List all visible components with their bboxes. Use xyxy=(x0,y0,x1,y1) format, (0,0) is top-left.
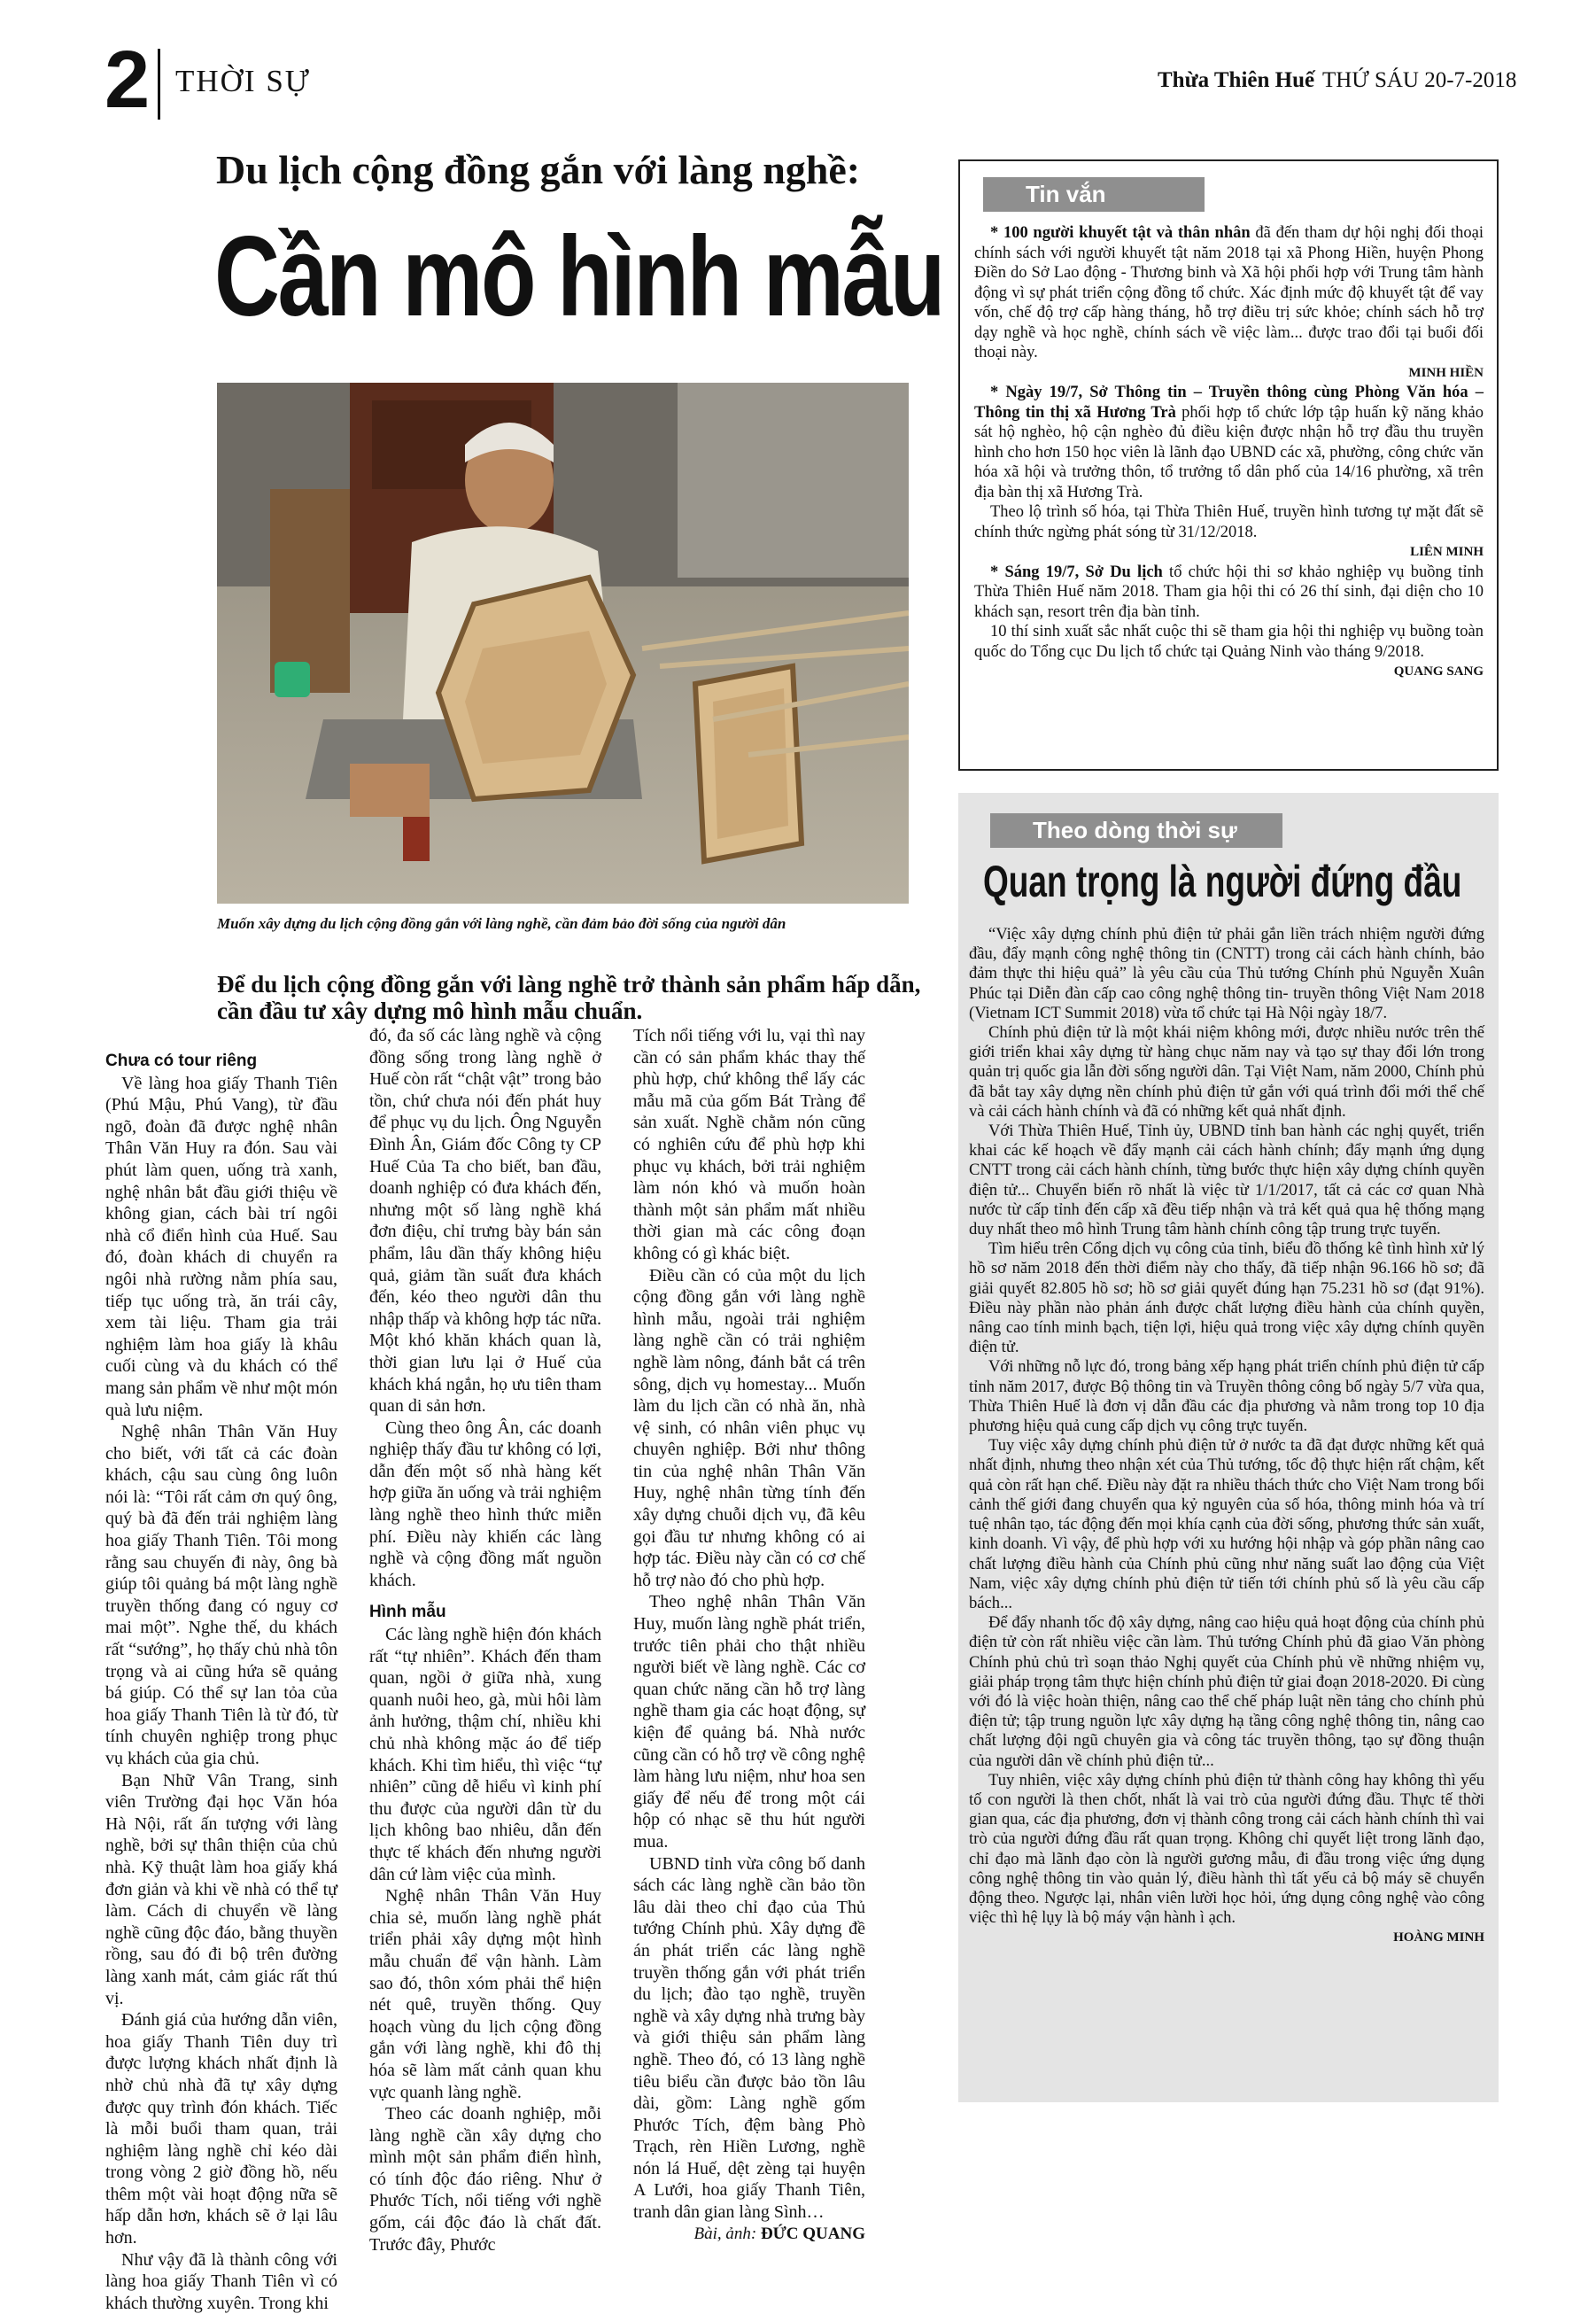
paragraph: Tích nổi tiếng với lu, vại thì nay cần có sản phẩm khác thay thế phù hợp, chứ không thể lấy các mẫu mã của gốm Bát Tràng để sản xuất. Nghề chằm nón cũng có nghiên cứu để phù hợp khi phục vụ khách, bởi trải nghiệm làm nón khó và muốn hoàn thành một sản phẩm mất nhiều thời gian mà các công đoạn không có gì khác biệt. xyxy=(633,1026,865,1263)
brief-author: LIÊN MINH xyxy=(1410,545,1484,559)
brief-author: MINH HIỀN xyxy=(1408,365,1484,380)
paragraph: Tuy nhiên, việc xây dựng chính phủ điện tử thành công hay không thì yếu tố con người là then chốt, nhất là vai trò của người đứng đầu. Thực tế thời gian qua, các địa phương, đơn vị thành công trong cải cách hành chính thì vai trò của người đứng đầu rất quan trọng. Không chỉ quyết liệt trong lãnh đạo, chỉ đạo mà lãnh đạo còn là người gương mẫu, đi đầu trong việc ứng dụng công nghệ thông tin vào quản lý, điều hành thì tất yếu cả bộ máy sẽ chuyển động theo. Ngược lại, nhân viên lười học hỏi, ứng dụng công nghệ vào công việc thì hệ lụy là bộ máy vận hành ì ạch. xyxy=(969,1770,1484,1928)
paragraph: Về làng hoa giấy Thanh Tiên (Phú Mậu, Phú Vang), từ đầu ngõ, đoàn đã được nghệ nhân Thân Văn Huy ra đón. Sau vài phút làm quen, uống trà xanh, nghệ nhân bắt đầu giới thiệu về không gian, cách bài trí ngôi nhà cổ điển hình của Huế. Sau đó, đoàn khách di chuyển ra ngôi nhà rường nằm phía sau, tiếp tục uống trà, ăn trái cây, xem tài liệu. Tham gia trải nghiệm làm hoa giấy là khâu cuối cùng và du khách có thể mang sản phẩm về như một món quà lưu niệm. xyxy=(105,1073,337,1420)
opinion-author: HOÀNG MINH xyxy=(1393,1930,1484,1945)
brief-item xyxy=(974,563,1484,623)
brief-lead: * Ngày 19/7, Sở Thông tin – Truyền thông cùng Phòng Văn hóa – Thông tin thị xã Hương Trà xyxy=(974,384,1484,422)
paragraph: Theo các doanh nghiệp, mỗi làng nghề cần xây dựng cho mình một sản phẩm điển hình, có tính độc đáo riêng. Như ở Phước Tích, nổi tiếng với nghề gốm, cái độc đáo là chất đất. Trước đây, Phước xyxy=(369,2104,601,2255)
article-lead: Để du lịch cộng đồng gắn với làng nghề trở thành sản phẩm hấp dẫn, cần đầu tư xây dựng mô hình mẫu chuẩn. xyxy=(217,971,921,1024)
paragraph: Nghệ nhân Thân Văn Huy cho biết, với tất cả các đoàn khách, cậu sau cùng ông luôn nói là: “Tôi rất cảm ơn quý ông, quý bà đã đến trải nghiệm làng hoa giấy Thanh Tiên. Tôi mong rằng sau chuyến đi này, ông bà giúp tôi quảng bá một làng nghề truyền thống đang có nguy cơ mai một”. Nghe thế, du khách rất “sướng”, họ thấy chủ nhà tôn trọng và ai cũng hứa sẽ quảng bá giúp. Có thể sự lan tỏa của hoa giấy Thanh Tiên là từ đó, từ tính chuyên nghiệp trong phục vụ khách của gia chủ. xyxy=(105,1422,337,1768)
brief-item xyxy=(974,383,1484,502)
article-column-3 xyxy=(633,1025,865,2245)
briefs-tag: Tin vắn xyxy=(983,177,1205,212)
article-title: Cần mô hình mẫu xyxy=(214,214,944,340)
brief-body: tổ chức hội thi sơ khảo nghiệp vụ buồng tỉnh Thừa Thiên Huế năm 2018. Tham gia hội thi có 26 thí sinh, đại diện cho 10 khách sạn, resort trên địa bàn tỉnh. xyxy=(974,563,1484,621)
paragraph: Để đẩy nhanh tốc độ xây dựng, nâng cao hiệu quả hoạt động của chính phủ điện tử còn rất nhiều việc cần làm. Thủ tướng Chính phủ đã giao Văn phòng Chính phủ chủ trì soạn thảo Nghị quyết của Chính phủ về những nhiệm vụ, giải pháp trọng tâm thực hiện chính phủ điện tử giai đoạn 2018-2020. Đi cùng với đó là việc hoàn thiện, nâng cao thể chế pháp luật nền tảng cho chính phủ điện tử; tập trung nguồn lực xây dựng hạ tầng công nghệ thông tin, nâng cao chất lượng đội ngũ chuyên gia và công tác truyền thông, tạo sự đồng thuận của người dân về chính phủ điện tử... xyxy=(969,1613,1484,1770)
byline-label: Bài, ảnh: xyxy=(693,2224,757,2243)
opinion-text xyxy=(969,925,1484,1948)
brief-body: đã đến tham dự hội nghị đối thoại chính sách với người khuyết tật năm 2018 tại xã Phong Hiền, huyện Phong Điền do Sở Lao động - Thương binh và Xã hội phối hợp với Trung tâm hành động vì sự phát triển cộng đồng tổ chức. Xác định mức độ khuyết tật để vay vốn, chế độ trợ cấp hàng tháng, hỗ trợ điều trị sức khỏe; chính sách hỗ trợ dạy nghề và học nghề, chính sách về việc làm... được trao đổi tại buổi đối thoại này. xyxy=(974,224,1484,361)
paragraph: Chính phủ điện tử là một khái niệm không mới, được nhiều nước trên thế giới triển khai xây dựng từ hàng chục năm nay và tạo sự thay đổi lớn trong quản trị quốc gia lẫn đời sống người dân. Tại Việt Nam, năm 2000, Chính phủ đã bắt tay xây dựng nền chính phủ điện tử gắn với quá trình đổi mới thể chế và cải cách hành chính và đã có những kết quả nhất định. xyxy=(969,1023,1484,1121)
paragraph: đó, đa số các làng nghề và cộng đồng sống trong làng nghề ở Huế còn rất “chật vật” trong bảo tồn, chứ chưa nói đến phát huy để phục vụ du lịch. Ông Nguyễn Đình Ân, Giám đốc Công ty CP Huế Của Ta cho biết, ban đầu, doanh nghiệp có đưa khách đến, nhưng một số làng nghề khá đơn điệu, chỉ trưng bày bán sản phẩm, lâu dần thấy không hiệu quả, giảm tần suất đưa khách đến, kéo theo người dân thu nhập thấp và không hợp tác nữa. Một khó khăn khách quan là, thời gian lưu lại ở Huế của khách khá ngắn, họ ưu tiên tham quan di sản hơn. xyxy=(369,1026,601,1417)
paragraph: Theo nghệ nhân Thân Văn Huy, muốn làng nghề phát triển, trước tiên phải cho thật nhiều người biết về làng nghề. Các cơ quan chức năng cần hỗ trợ làng nghề tham gia các hoạt động, sự kiện để quảng bá. Nhà nước cũng cần có hỗ trợ về công nghệ làm hàng lưu niệm, như hoa sen giấy để nếu để trong một cái hộp có nhạc sẽ thu hút người mua. xyxy=(633,1592,865,1852)
paragraph: Cùng theo ông Ân, các doanh nghiệp thấy đầu tư không có lợi, dẫn đến một số nhà hàng kết hợp giữa ăn uống và trải nghiệm làng nghề theo hình thức miễn phí. Điều này khiến các làng nghề và cộng đồng mất nguồn khách. xyxy=(369,1417,601,1590)
brief-lead: * Sáng 19/7, Sở Du lịch xyxy=(990,563,1163,581)
opinion-title: Quan trọng là người đứng đầu xyxy=(983,857,1462,906)
section-name: THỜI SỰ xyxy=(175,64,311,98)
paragraph: Tuy việc xây dựng chính phủ điện tử ở nước ta đã đạt được những kết quả nhất định, nhưng theo nhận xét của Thủ tướng, tốc độ thực hiện rất chậm, kết quả còn rất hạn chế. Điều này đặt ra nhiều thách thức cho Việt Nam trong bối cảnh thế giới đang chuyển qua kỷ nguyên của số hóa, thông minh hóa và trí tuệ nhân tạo, tác động đến mọi khía cạnh của đời sống, phương thức sản xuất, kinh doanh. Vì vậy, để phù hợp với xu hướng hội nhập và góp phần nâng cao chất lượng điều hành của Chính phủ cũng như năng suất lao động của Việt Nam, việc xây dựng chính phủ điện tử tiến tới chính phủ số là yêu cầu cấp bách... xyxy=(969,1436,1484,1612)
paragraph: Đánh giá của hướng dẫn viên, hoa giấy Thanh Tiên duy trì được lượng khách nhất định là nhờ chủ nhà đã tự xây dựng được quy trình đón khách. Tiếc là mỗi buổi tham quan, trải nghiệm làng nghề chỉ kéo dài trong vòng 2 giờ đồng hồ, nếu thêm một vài hoạt động nữa sẽ hấp dẫn hơn, khách sẽ ở lại lâu hơn. xyxy=(105,2010,337,2248)
paragraph: Với những nỗ lực đó, trong bảng xếp hạng phát triển chính phủ điện tử cấp tỉnh năm 2017, được Bộ thông tin và Truyền thông công bố ngày 5/7 vừa qua, Thừa Thiên Huế là đơn vị dẫn đầu các địa phương và nằm trong top 10 địa phương hiệu quả cung cấp dịch vụ công trực tuyến. xyxy=(969,1357,1484,1436)
paragraph: Nghệ nhân Thân Văn Huy chia sẻ, muốn làng nghề phát triển phải xây dựng một hình mẫu chuẩn để vận hành. Làm sao đó, thôn xóm phải thể hiện nét quê, truyền thống. Quy hoạch vùng du lịch cộng đồng gắn với làng nghề, khi đô thị hóa sẽ làm mất cảnh quan khu vực quanh làng nghề. xyxy=(369,1886,601,2102)
byline-author: ĐỨC QUANG xyxy=(760,2224,865,2243)
brief-body: Theo lộ trình số hóa, tại Thừa Thiên Huế, truyền hình tương tự mặt đất sẽ chính thức ngừng phát sóng từ 31/12/2018. xyxy=(974,503,1484,541)
paragraph: Điều cần có của một du lịch cộng đồng gắn với làng nghề hình mẫu, ngoài trải nghiệm làng nghề cần có trải nghiệm nghề làm nông, đánh bắt cá trên sông, dịch vụ homestay... Muốn làm du lịch cần có nhà ăn, nhà vệ sinh, có nhân viên phục vụ chuyên nghiệp. Bởi như thông tin của nghệ nhân Thân Văn Huy, nghệ nhân từng tính đến xây dựng chuỗi dịch vụ, đã kêu gọi đầu tư nhưng không có ai hợp tác. Điều này cần có cơ chế hỗ trợ nào đó cho phù hợp. xyxy=(633,1265,865,1590)
page-number: 2 xyxy=(105,35,151,125)
paragraph: “Việc xây dựng chính phủ điện tử phải gắn liền trách nhiệm người đứng đầu, đẩy mạnh công nghệ thông tin (CNTT) trong cải cách hành chính, bảo đảm thực thi hiệu quả” là yêu cầu của Thủ tướng Chính phủ Nguyễn Xuân Phúc tại Diễn đàn cấp cao công nghệ thông tin- truyền thông Việt Nam 2018 (Vietnam ICT Summit 2018) vừa tổ chức tại Hà Nội ngày 18/7. xyxy=(969,925,1484,1022)
brief-author: QUANG SANG xyxy=(1393,664,1484,679)
article-column-2 xyxy=(369,1025,601,2256)
briefs-text xyxy=(974,223,1484,682)
header-divider xyxy=(158,49,160,120)
brief-body: 10 thí sinh xuất sắc nhất cuộc thi sẽ tham gia hội thi nghiệp vụ buồng toàn quốc do Tổng cục Du lịch tổ chức tại Quảng Ninh vào tháng 9/2018. xyxy=(974,623,1484,661)
article-column-1 xyxy=(105,1047,337,2314)
photo-caption: Muốn xây dựng du lịch cộng đồng gắn với làng nghề, cần đảm bảo đời sống của người dân xyxy=(217,915,786,932)
paragraph: Bạn Nhữ Vân Trang, sinh viên Trường đại học Văn hóa Hà Nội, rất ấn tượng với làng nghề, bởi sự thân thiện của chủ nhà. Kỹ thuật làm hoa giấy khá đơn giản và khi về nhà có thể tự làm. Cách di chuyển về làng nghề cũng độc đáo, bằng thuyền rồng, sau đó đi bộ trên đường làng xanh mát, cảm giác rất thú vị. xyxy=(105,1770,337,2008)
paragraph: Với Thừa Thiên Huế, Tỉnh ủy, UBND tỉnh ban hành các nghị quyết, triển khai các kế hoạch về đẩy mạnh cải cách hành chính; đẩy mạnh ứng dụng CNTT trong cải cách hành chính, từng bước thực hiện xây dựng chính quyền điện tử... Chuyển biến rõ nhất là việc từ 1/1/2017, tất cả các cơ quan Nhà nước từ cấp tỉnh đến cấp xã đều tiếp nhận và trả kết quả qua hệ thống mạng duy nhất theo mô hình Trung tâm hành chính công tập trung trực tuyến. xyxy=(969,1122,1484,1239)
newspaper-name: Thừa Thiên Huế xyxy=(1158,68,1315,92)
byline xyxy=(633,2224,865,2246)
issue-date: THỨ SÁU 20-7-2018 xyxy=(1322,68,1517,92)
subheading: Chưa có tour riêng xyxy=(105,1052,258,1070)
paragraph: Như vậy đã là thành công với làng hoa giấy Thanh Tiên vì có khách thường xuyên. Trong khi xyxy=(105,2249,337,2313)
article-kicker: Du lịch cộng đồng gắn với làng nghề: xyxy=(216,147,861,192)
opinion-tag: Theo dòng thời sự xyxy=(990,813,1282,848)
paragraph: Các làng nghề hiện đón khách rất “tự nhiên”. Khách đến tham quan, ngồi ở giữa nhà, xung quanh nuôi heo, gà, mùi hôi làm ảnh hưởng, thậm chí, nhiều khi chủ nhà không mặc áo để tiếp khách. Khi tìm hiểu, thì việc “tự nhiên” cũng dễ hiểu vì kinh phí thu được của người dân từ du lịch không bao nhiêu, dẫn đến thực tế khách đến nhưng người dân cứ làm việc của mình. xyxy=(369,1625,601,1884)
paragraph: Tìm hiểu trên Cổng dịch vụ công của tỉnh, biểu đồ thống kê tình hình xử lý hồ sơ năm 2018 đến thời điểm này cho thấy, đã tiếp nhận 96.166 hồ sơ; đã giải quyết 82.805 hồ sơ; hồ sơ giải quyết đúng hạn 75.231 hồ sơ (đạt 91%). Điều này phần nào phản ánh được chất lượng điều hành của chính quyền, nâng cao tính minh bạch, tiện lợi, hiệu quả trong việc xây dựng chính quyền điện tử. xyxy=(969,1239,1484,1357)
subheading: Hình mẫu xyxy=(369,1603,446,1622)
brief-item xyxy=(974,223,1484,363)
brief-body: phối hợp tổ chức lớp tập huấn kỹ năng khảo sát hộ nghèo, hộ cận nghèo đủ điều kiện được nhận hỗ trợ đầu thu truyền hình cho hơn 150 học viên là lãnh đạo UBND các xã, phường, công chức văn hóa xã hội và trưởng thôn, tổ trưởng tổ dân phố của 14/16 phường, xã trên địa bàn thị xã Hương Trà. xyxy=(974,403,1484,501)
article-photo xyxy=(217,383,909,904)
paragraph: UBND tỉnh vừa công bố danh sách các làng nghề cần bảo tồn lâu dài theo chỉ đạo của Thủ tướng Chính phủ. Xây dựng đề án phát triển các làng nghề truyền thống gắn với phát triển du lịch; đào tạo nghề, truyền nghề và xây dựng nhà trưng bày và giới thiệu sản phẩm làng nghề. Theo đó, có 13 làng nghề tiêu biểu cần được bảo tồn lâu dài, gồm: Làng nghề gốm Phước Tích, đệm bàng Phò Trạch, rèn Hiền Lương, nghề nón lá Huế, dệt zèng tại huyện A Lưới, hoa giấy Thanh Tiên, tranh dân gian làng Sình… xyxy=(633,1853,865,2223)
brief-lead: * 100 người khuyết tật và thân nhân xyxy=(990,224,1251,242)
